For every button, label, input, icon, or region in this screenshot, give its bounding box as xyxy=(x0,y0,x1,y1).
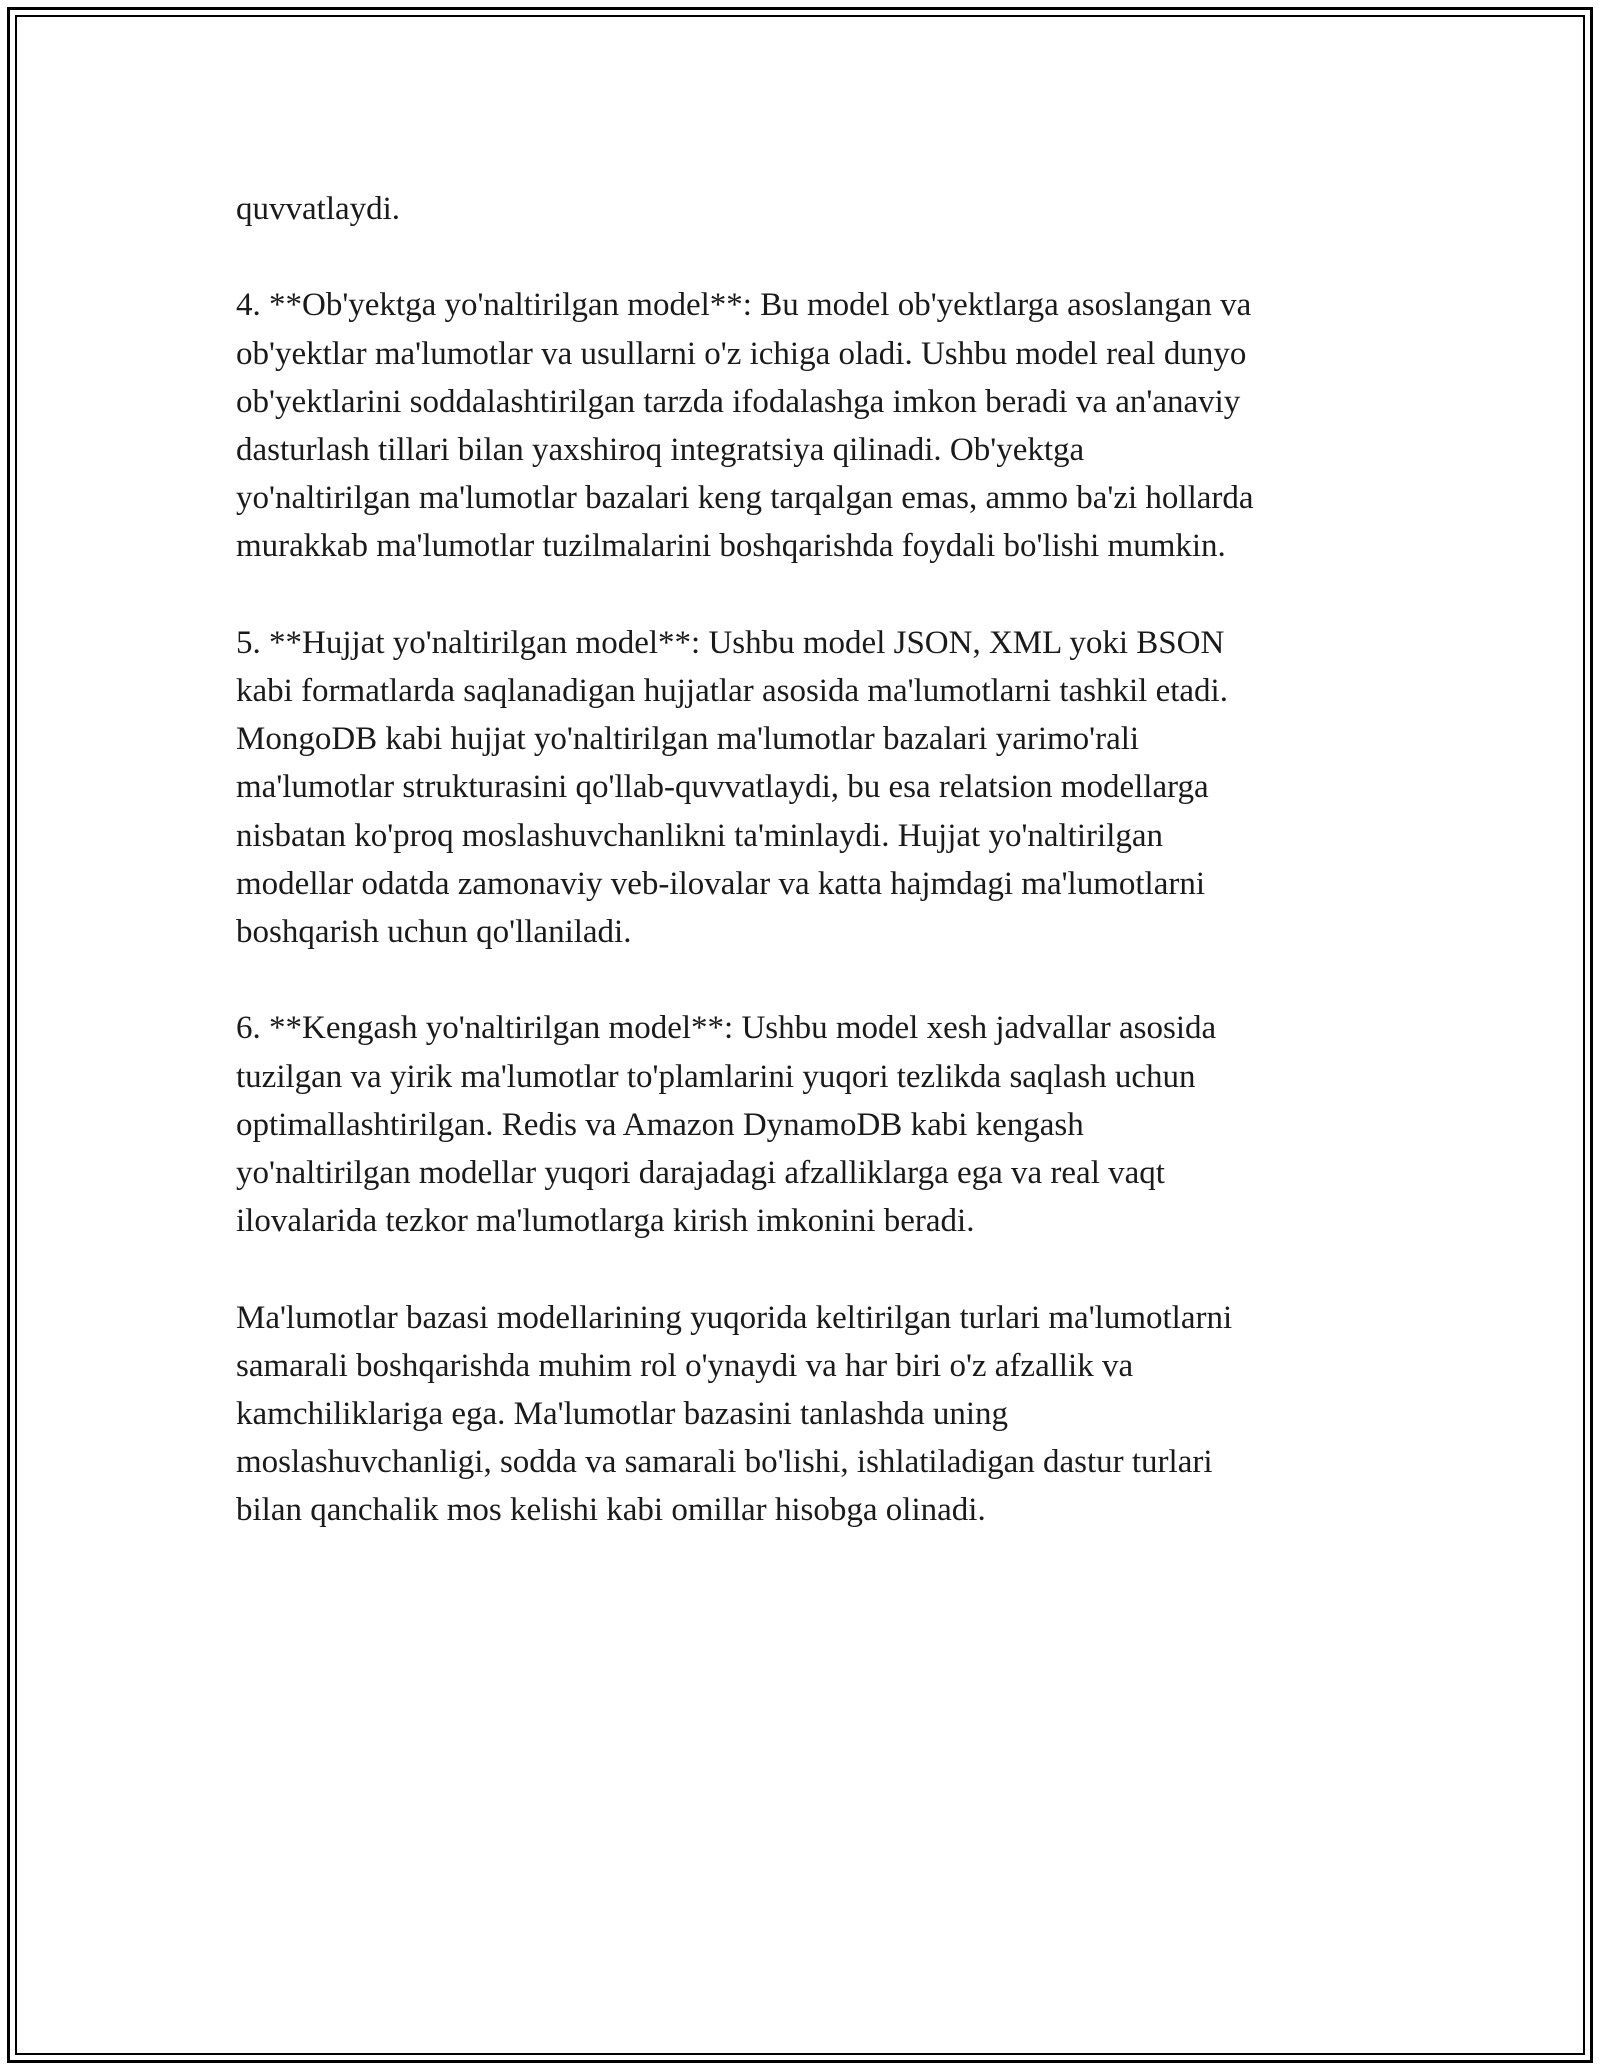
paragraph-document-oriented-model: 5. **Hujjat yo'naltirilgan model**: Ushbu model JSON, XML yoki BSON kabi formatlarda saqlanadigan hujjatlar asosida ma'lumotlarni tashkil etadi. MongoDB kabi hujjat yo'naltirilgan ma'lumotlar bazalari yarimo'rali ma'lumotlar strukturasini qo'llab-quvvatlaydi, bu esa relatsion modellarga nisbatan ko'proq moslashuvchanlikni ta'minlaydi. Hujjat yo'naltirilgan modellar odatda zamonaviy veb-ilovalar va katta hajmdagi ma'lumotlarni boshqarish uchun qo'llaniladi. xyxy=(236,624,1228,951)
paragraph-continuation: quvvatlaydi. xyxy=(236,191,401,227)
paragraph-object-oriented-model: 4. **Ob'yektga yo'naltirilgan model**: Bu model ob'yektlarga asoslangan va ob'yektlar ma'lumotlar va usullarni o'z ichiga oladi. Ushbu model real dunyo ob'yektlarini soddalashtirilgan tarzda ifodalashga imkon beradi va an'anaviy dasturlash tillari bilan yaxshiroq integratsiya qilinadi. Ob'yektga yo'naltirilgan ma'lumotlar bazalari keng tarqalgan emas, ammo ba'zi hollarda murakkab ma'lumotlar tuzilmalarini boshqarishda foydali bo'lishi mumkin. xyxy=(236,287,1254,565)
paragraph-conclusion: Ma'lumotlar bazasi modellarining yuqorida keltirilgan turlari ma'lumotlarni samarali boshqarishda muhim rol o'ynaydi va har biri o'z afzallik va kamchiliklariga ega. Ma'lumotlar bazasini tanlashda uning moslashuvchanligi, sodda va samarali bo'lishi, ishlatiladigan dastur turlari bilan qanchalik mos kelishi kabi omillar hisobga olinadi. xyxy=(236,1299,1233,1529)
paragraph-key-value-model: 6. **Kengash yo'naltirilgan model**: Ushbu model xesh jadvallar asosida tuzilgan va yirik ma'lumotlar to'plamlarini yuqori tezlikda saqlash uchun optimallashtirilgan. Redis va Amazon DynamoDB kabi kengash yo'naltirilgan modellar yuqori darajadagi afzalliklarga ega va real vaqt ilovalarida tezkor ma'lumotlarga kirish imkonini beradi. xyxy=(236,1010,1217,1240)
document-body xyxy=(236,185,1396,1535)
